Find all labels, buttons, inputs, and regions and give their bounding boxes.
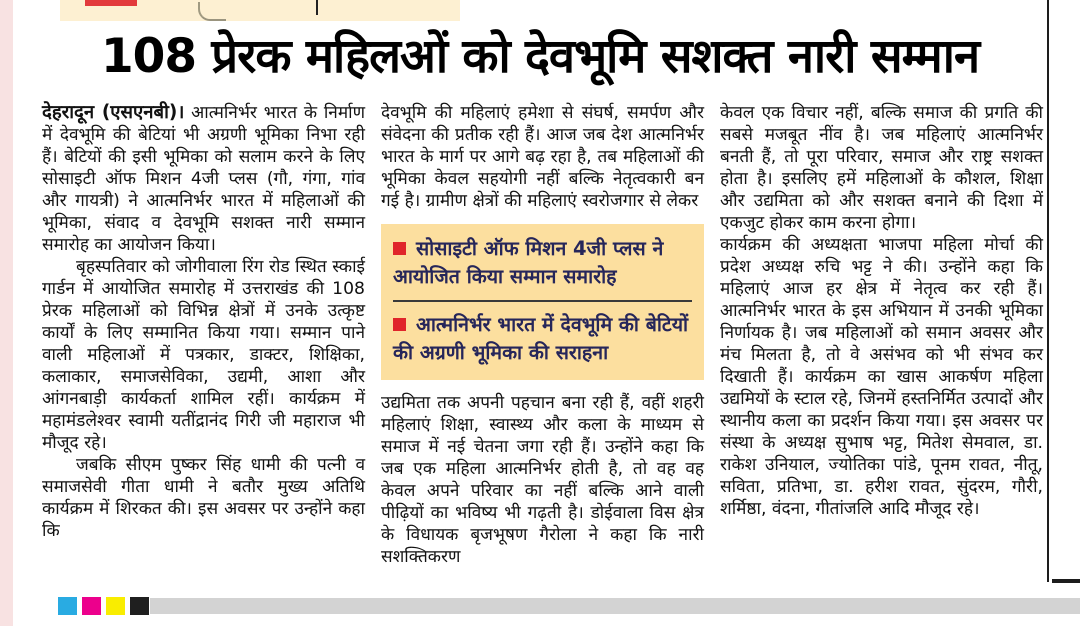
article-column-2 [381,102,704,568]
article-paragraph: बृहस्पतिवार को जोगीवाला रिंग रोड स्थित स्काई गार्डन में आयोजित समारोह में उत्तराखंड की 108 प्रेरक महिलाओं को विभिन्न क्षेत्रों में उनके उत्कृष्ट कार्यों के लिए सम्मानित किया गया। सम्मान पाने वाली महिलाओं में पत्रकार, डाक्टर, शिक्षिका, कलाकार, समाजसेविका, उद्यमी, आशा और आंगनबाड़ी कार्यकर्ता शामिल रहीं। कार्यक्रम में महामंडलेश्वर स्वामी यतींद्रानंद गिरी जी महाराज भी मौजूद रहे। [42,257,365,453]
dateline: देहरादून (एसएनबी)। [42,102,185,123]
highlight-box [381,224,704,380]
cropped-text-fragment [198,2,226,21]
article-paragraph [42,102,365,256]
registration-square-cyan [58,597,77,615]
paragraph-text: आत्मनिर्भर भारत के निर्माण में देवभूमि की बेटियां भी अग्रणी भूमिका निभा रही हैं। बेटियों की इसी भूमिका को सलाम करने के लिए सोसाइटी ऑफ मिशन 4जी प्लस (गौ, गंगा, गांव और गायत्री) ने आत्मनिर्भर भारत में महिलाओं की भूमिका, संवाद व देवभूमि सशक्त नारी सम्मान समारोह का आयोजन किया। [42,103,366,255]
red-square-bullet-icon [393,318,406,331]
article-paragraph: उद्यमिता तक अपनी पहचान बना रही हैं, वहीं शहरी महिलाएं शिक्षा, स्वास्थ्य और कला के माध्यम से समाज में नई चेतना जगा रही हैं। उन्होंने कहा कि जब एक महिला आत्मनिर्भर होती है, तो वह वह केवल अपने परिवार का नहीं बल्कि आने वाली पीढ़ियों का भविष्य भी गढ़ती है। डोईवाला विस क्षेत्र के विधायक बृजभूषण गैरोला ने कहा कि नारी सशक्तिकरण [381,393,704,567]
highlight-item [393,311,692,367]
print-registration-marks [58,597,149,615]
article-paragraph: कार्यक्रम की अध्यक्षता भाजपा महिला मोर्चा की प्रदेश अध्यक्ष रुचि भट्ट ने की। उन्होंने कहा कि महिलाएं आज हर क्षेत्र में नेतृत्व कर रही हैं। आत्मनिर्भर भारत के इस अभियान में उनकी भूमिका निर्णायक है। जब महिलाओं को समान अवसर और मंच मिलता है, तो वे असंभव को भी संभव कर दिखाती हैं। कार्यक्रम का खास आकर्षण महिला उद्यमियों के स्टाल रहे, जिनमें हस्तनिर्मित उत्पादों और स्थानीय कला का प्रदर्शन किया गया। इस अवसर पर संस्था के अध्यक्ष सुभाष भट्ट, मितेश सेमवाल, डा. राकेश उनियाल, ज्योतिका पांडे, पूनम रावत, नीतू, सविता, प्रतिभा, डा. हरीश रावत, सुंदरम, गौरी, शर्मिष्ठा, वंदना, गीतांजलि आदि मौजूद रहे। [720,235,1043,519]
highlight-item-text: आत्मनिर्भर भारत में देवभूमि की बेटियों की अग्रणी भूमिका की सराहना [393,313,689,364]
registration-square-yellow [106,597,125,615]
red-square-bullet-icon [393,242,406,255]
highlight-item-text: सोसाइटी ऑफ मिशन 4जी प्लस ने आयोजित किया सम्मान समारोह [393,237,664,288]
page-left-margin [0,0,13,626]
cropped-divider-fragment [316,0,318,15]
registration-square-magenta [82,597,101,615]
highlight-item [393,235,692,302]
article-column-1 [42,102,365,568]
article-paragraph: जबकि सीएम पुष्कर सिंह धामी की पत्नी व समाजसेवी गीता धामी ने बतौर मुख्य अतिथि कार्यक्रम में शिरकत की। इस अवसर पर उन्होंने कहा कि [42,455,365,541]
article-headline: 108 प्रेरक महिलओं को देवभूमि सशक्त नारी सम्मान [100,29,980,84]
article-paragraph: केवल एक विचार नहीं, बल्कि समाज की प्रगति की सबसे मजबूत नींव है। जब महिलाएं आत्मनिर्भर बनती हैं, तो पूरा परिवार, समाज और राष्ट्र सशक्त होता है। इसलिए हमें महिलाओं के कौशल, शिक्षा और उद्यमिता को और सशक्त बनाने की दिशा में एकजुट होकर काम करना होगा। [720,103,1043,233]
article-paragraph: देवभूमि की महिलाएं हमेशा से संघर्ष, समर्पण और संवेदना की प्रतीक रही हैं। आज जब देश आत्मनिर्भर भारत के मार्ग पर आगे बढ़ रहा है, तब महिलाओं की भूमिका केवल सहयोगी नहीं बल्कि नेतृत्वकारी बन गई है। ग्रामीण क्षेत्रों की महिलाएं स्वरोजगार से लेकर [381,103,704,211]
cropped-red-rule-fragment [85,0,137,6]
bottom-gray-bar [150,598,1080,614]
cropped-box-border-fragment [1052,579,1080,583]
article-column-3 [720,102,1043,568]
registration-square-black [130,597,149,615]
article-body [42,102,1043,568]
column-divider-rule [1047,0,1049,582]
